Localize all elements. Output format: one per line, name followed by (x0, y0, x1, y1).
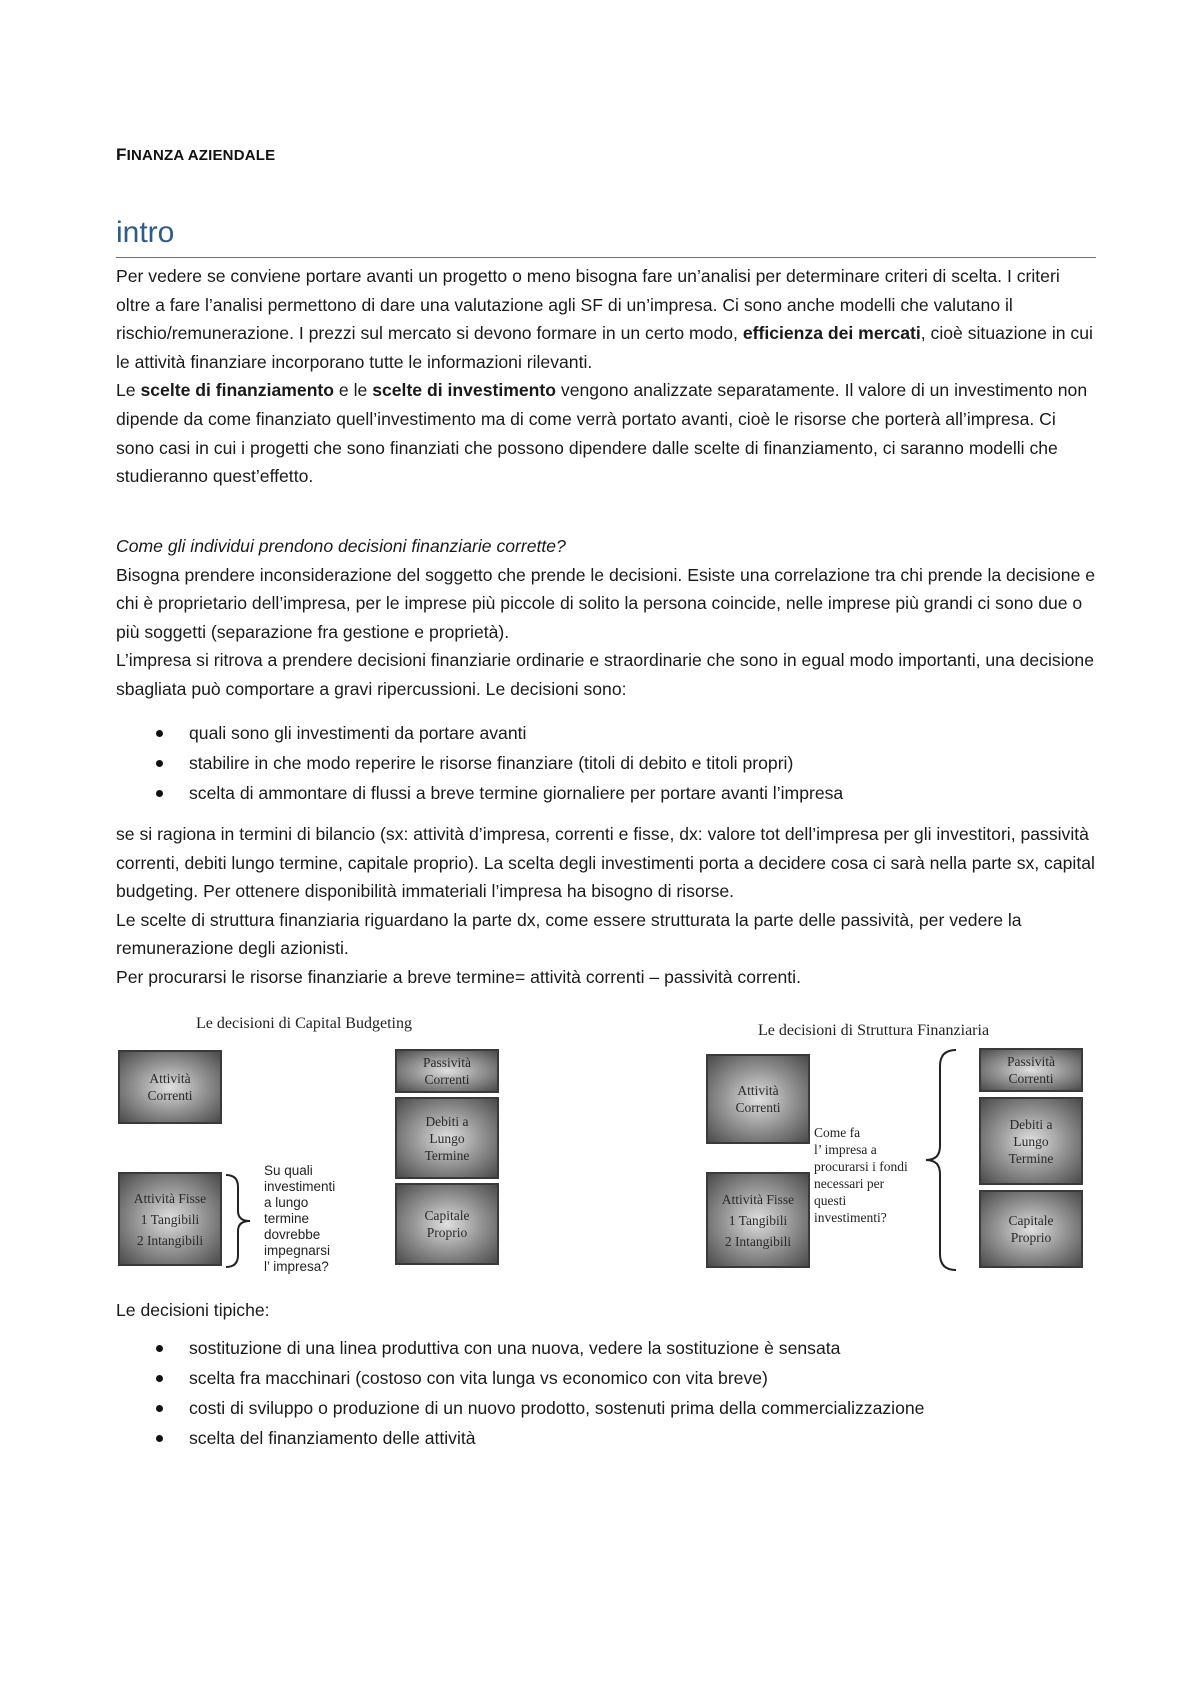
box-label: Capitale (424, 1208, 470, 1223)
text-run: , cioè situazione in cui le attività finanziare incorporano tutte le informazioni rilevanti. (116, 323, 1093, 372)
box-label: Correnti (735, 1100, 781, 1115)
bold-term: efficienza dei mercati (742, 323, 921, 344)
note-line: necessari per (814, 1176, 885, 1191)
intro-paragraph-2 (116, 376, 1096, 490)
box-label: 1 Tangibili (140, 1211, 200, 1227)
list-item: scelta del finanziamento delle attività (116, 1423, 1096, 1453)
attivita-correnti-box (118, 1050, 222, 1124)
box-label: Correnti (1008, 1071, 1054, 1086)
decisions-list (116, 718, 1096, 808)
decisions-block (116, 532, 1096, 704)
diagram-note (814, 1124, 908, 1226)
box-label: Passività (1006, 1054, 1055, 1069)
typical-intro (116, 1296, 1096, 1325)
typical-decisions-list (116, 1333, 1096, 1453)
header-rest: INANZA AZIENDALE (126, 147, 276, 164)
list-item: sostituzione di una linea produttiva con una nuova, vedere la sostituzione è sensata (116, 1333, 1096, 1363)
intro-paragraph-1 (116, 262, 1096, 376)
note-line: questi (814, 1193, 847, 1208)
box-label: Debiti a (1009, 1116, 1053, 1132)
list-item: quali sono gli investimenti da portare avanti (116, 718, 1096, 748)
box-label: Attività (737, 1083, 779, 1098)
box-label: Debiti a (425, 1113, 469, 1129)
box-label: Lungo (1013, 1133, 1049, 1149)
note-line: l’ impresa a (814, 1142, 877, 1157)
box-label: Proprio (426, 1225, 468, 1240)
note-line: investimenti? (814, 1210, 887, 1225)
bold-term: scelte di finanziamento (140, 380, 335, 401)
diagram-title: Le decisioni di Struttura Finanziaria (758, 1022, 990, 1039)
attivita-correnti-box (706, 1054, 810, 1144)
note-line: procurarsi i fondi (814, 1159, 908, 1174)
note-line: impegnarsi (264, 1243, 331, 1258)
box-label: Capitale (1008, 1213, 1054, 1228)
note-line: a lungo (264, 1195, 309, 1210)
box-label: Termine (1008, 1150, 1054, 1166)
document-header (116, 145, 275, 165)
box-label: Correnti (424, 1072, 470, 1087)
section-title: intro (116, 213, 1096, 258)
debiti-lungo-termine-box (979, 1097, 1083, 1185)
capitale-proprio-box (979, 1190, 1083, 1268)
decisions-paragraph-1: Bisogna prendere inconsiderazione del soggetto che prende le decisioni. Esiste una correlazione tra chi prende la decisione e chi è proprietario dell’impresa, per le imprese più piccole di solito la persona coincide, nelle imprese più grandi ci sono due o più soggetti (separazione fra gestione e proprietà). (116, 564, 1096, 642)
bold-term: scelte di investimento (372, 380, 557, 401)
diagram-note (264, 1163, 335, 1275)
box-label: Correnti (147, 1088, 193, 1103)
list-item: stabilire in che modo reperire le risorse finanziare (titoli di debito e titoli propri) (116, 748, 1096, 778)
brace-icon (224, 1173, 254, 1269)
box-label: 2 Intangibili (724, 1233, 792, 1249)
balance-block (116, 820, 1096, 992)
typical-intro-text: Le decisioni tipiche: (116, 1300, 270, 1320)
balance-paragraph-2: Le scelte di struttura finanziaria riguardano la parte dx, come essere strutturata la parte delle passività, per vedere la remunerazione degli azionisti. (116, 909, 1022, 959)
note-line: dovrebbe (264, 1227, 321, 1242)
decisions-question: Come gli individui prendono decisioni finanziarie corrette? (116, 536, 566, 556)
text-run: Le (116, 380, 141, 401)
note-line: Su quali (264, 1163, 313, 1178)
note-line: investimenti (264, 1179, 336, 1194)
passivita-correnti-box (395, 1049, 499, 1093)
box-label: Attività Fisse (721, 1191, 795, 1207)
box-label: 1 Tangibili (728, 1212, 788, 1228)
decisions-paragraph-2: L’impresa si ritrova a prendere decisioni finanziarie ordinarie e straordinarie che sono in egual modo importanti, una decisione sbagliata può comportare a gravi ripercussioni. Le decisioni sono: (116, 650, 1094, 699)
attivita-fisse-box (706, 1172, 810, 1268)
list-item: scelta fra macchinari (costoso con vita lunga vs economico con vita breve) (116, 1363, 1096, 1393)
note-line: Come fa (814, 1125, 861, 1140)
box-label: Termine (424, 1147, 470, 1163)
balance-paragraph-1: se si ragiona in termini di bilancio (sx: attività d’impresa, correnti e fisse, dx: valore tot dell’impresa per gli investitori, passività correnti, debiti lungo termine, capitale proprio). La scelta degli investimenti porta a decidere cosa ci sarà nella parte sx, capital budgeting. Per ottenere disponibilità immateriali l’impresa ha bisogno di risorse. (116, 824, 1095, 902)
capital-budgeting-diagram (116, 1015, 556, 1285)
box-label: Attività Fisse (133, 1190, 207, 1206)
passivita-correnti-box (979, 1048, 1083, 1092)
brace-icon (924, 1048, 958, 1272)
balance-paragraph-3: Per procurarsi le risorse finanziarie a breve termine= attività correnti – passività correnti. (116, 966, 801, 987)
note-line: l’ impresa? (264, 1259, 329, 1274)
text-run: Per vedere se conviene portare avanti un progetto o meno bisogna fare un’analisi per determinare criteri di scelta. I criteri oltre a fare l’analisi permettono di dare una valutazione agli SF di un’impresa. Ci sono anche modelli che valutano il rischio/remunerazione. I prezzi sul mercato si devono formare in un certo modo, (116, 266, 1060, 344)
debiti-lungo-termine-box (395, 1097, 499, 1179)
intro-block (116, 262, 1096, 491)
text-run: vengono analizzate separatamente. Il valore di un investimento non dipende da come finanziato quell’investimento ma di come verrà portato avanti, cioè le risorse che porterà all’impresa. Ci sono casi in cui i progetti che sono finanziati che possono dipendere dalle scelte di finanziamento, ci saranno modelli che studieranno quest’effetto. (116, 380, 1088, 487)
list-item: costi di sviluppo o produzione di un nuovo prodotto, sostenuti prima della commercializzazione (116, 1393, 1096, 1423)
capitale-proprio-box (395, 1183, 499, 1265)
diagram-title: Le decisioni di Capital Budgeting (196, 1015, 412, 1032)
box-label: 2 Intangibili (136, 1232, 204, 1248)
struttura-finanziaria-diagram (706, 1022, 1096, 1292)
note-line: termine (264, 1211, 310, 1226)
text-run: e le (334, 380, 373, 401)
box-label: Attività (149, 1071, 191, 1086)
list-item: scelta di ammontare di flussi a breve termine giornaliere per portare avanti l’impresa (116, 778, 1096, 808)
box-label: Proprio (1010, 1230, 1052, 1245)
attivita-fisse-box (118, 1172, 222, 1266)
box-label: Passività (422, 1055, 471, 1070)
header-initial: F (116, 145, 127, 164)
box-label: Lungo (429, 1130, 465, 1146)
